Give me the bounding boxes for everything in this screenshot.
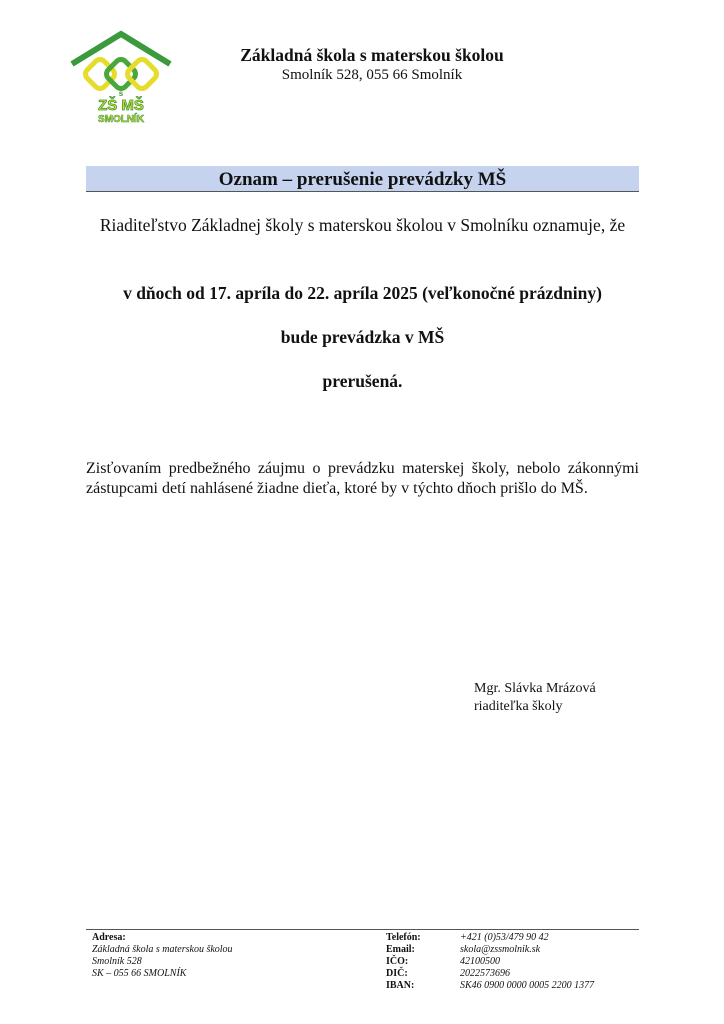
contact-phone: +421 (0)53/479 90 42 bbox=[460, 932, 549, 943]
body-paragraph: Zisťovaním predbežného záujmu o prevádzku materskej školy, nebolo zákonnými zástupcami detí nahlásené žiadne dieťa, ktoré by v týchto dňoch prišlo do MŠ. bbox=[86, 460, 639, 497]
operation-text: bude prevádzka v MŠ bbox=[280, 327, 445, 347]
school-name: Základná škola s materskou školou bbox=[240, 45, 504, 65]
footer-contact-row bbox=[386, 980, 594, 992]
contact-label: DIČ: bbox=[386, 968, 408, 979]
footer-contact-row bbox=[386, 932, 594, 944]
footer-address-line: Základná škola s materskou školou bbox=[92, 944, 233, 955]
contact-email: skola@zssmolnik.sk bbox=[460, 944, 541, 955]
footer-divider bbox=[86, 929, 639, 930]
logo-text-s: s bbox=[118, 89, 124, 98]
footer-contact-row bbox=[386, 956, 594, 968]
contact-iban: SK46 0900 0000 0005 2200 1377 bbox=[460, 980, 595, 991]
footer-contact-row bbox=[386, 944, 594, 956]
footer-address-line: SK – 055 66 SMOLNÍK bbox=[92, 968, 187, 979]
announcement-title: Oznam – prerušenie prevádzky MŠ bbox=[86, 166, 639, 192]
footer-contacts bbox=[386, 932, 594, 992]
footer-address bbox=[92, 932, 233, 980]
logo-text-main: ZŠ MŠ bbox=[98, 97, 144, 114]
dates-text: v dňoch od 17. apríla do 22. apríla 2025 (veľkonočné prázdniny) bbox=[123, 283, 602, 303]
contact-ico: 42100500 bbox=[460, 956, 500, 967]
contact-label: IBAN: bbox=[386, 980, 415, 991]
footer-address-line: Smolník 528 bbox=[92, 956, 142, 967]
school-address: Smolník 528, 055 66 Smolník bbox=[281, 67, 463, 83]
signature-role: riaditeľka školy bbox=[474, 699, 563, 714]
signature-block bbox=[474, 680, 596, 716]
letterhead bbox=[200, 44, 544, 84]
contact-label: Email: bbox=[386, 944, 415, 955]
school-logo bbox=[66, 28, 176, 128]
footer-address-label: Adresa: bbox=[92, 932, 126, 943]
contact-label: IČO: bbox=[386, 956, 409, 967]
contact-dic: 2022573696 bbox=[460, 968, 510, 979]
signature-name: Mgr. Slávka Mrázová bbox=[474, 681, 596, 696]
footer-contact-row bbox=[386, 968, 594, 980]
logo-text-sub: SMOLNÍK bbox=[97, 114, 145, 125]
interrupted-text: prerušená. bbox=[322, 371, 403, 391]
intro-text: Riaditeľstvo Základnej školy s materskou školou v Smolníku oznamuje, že bbox=[99, 215, 626, 235]
contact-label: Telefón: bbox=[386, 932, 421, 943]
